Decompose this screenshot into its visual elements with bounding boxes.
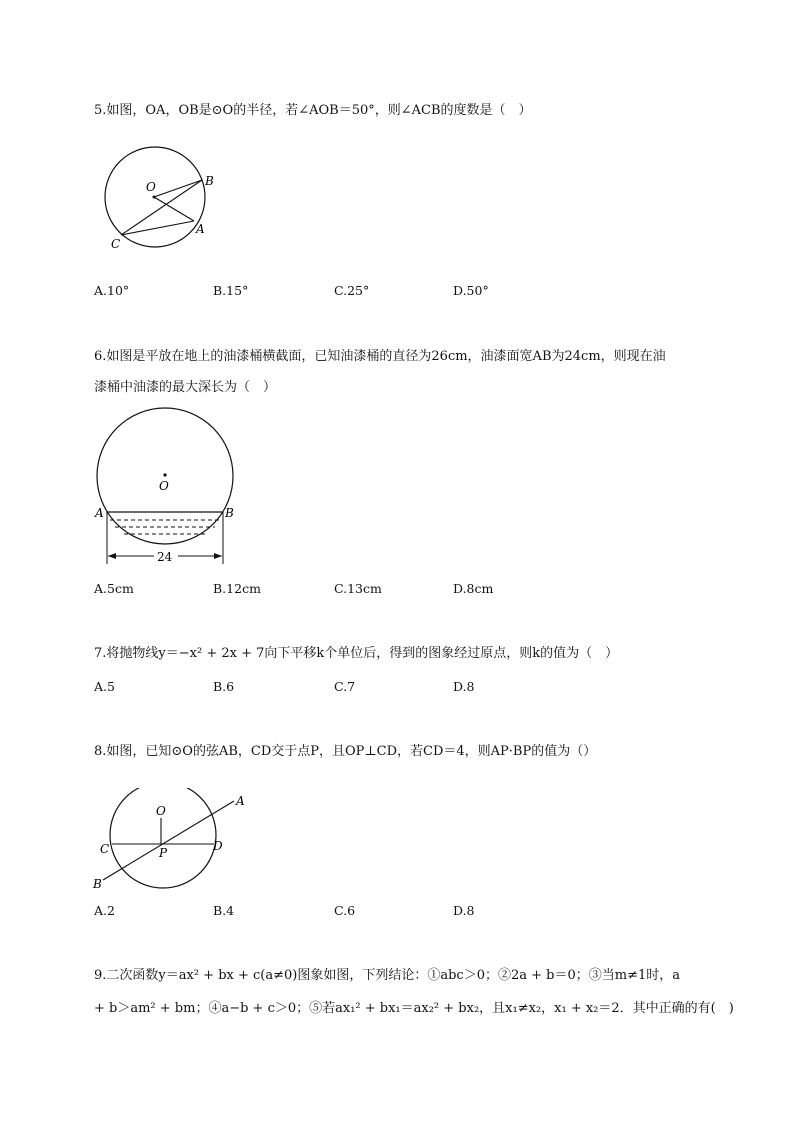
q8-option-c[interactable]: C.6: [334, 903, 356, 918]
question-5-stem: 5.如图，OA，OB是⊙O的半径，若∠AOB＝50°，则∠ACB的度数是（ ）: [94, 103, 532, 118]
q6-option-d[interactable]: D.8cm: [453, 581, 494, 596]
q7-option-c[interactable]: C.7: [334, 679, 356, 694]
q7-option-a[interactable]: A.5: [94, 679, 115, 694]
q8-label-b: B: [93, 877, 102, 891]
question-6-stem-line2: 漆桶中油漆的最大深长为（ ）: [94, 380, 277, 395]
q5-option-a[interactable]: A.10°: [94, 283, 130, 298]
q8-label-c: C: [100, 842, 110, 856]
q6-option-a[interactable]: A.5cm: [94, 581, 134, 596]
question-6-stem-line1: 6.如图是平放在地上的油漆桶横截面，已知油漆桶的直径为26cm，油漆面宽AB为24cm，则现在油: [94, 349, 666, 364]
q6-label-b: B: [225, 506, 234, 520]
q5-label-c: C: [111, 237, 121, 251]
q8-label-o: O: [156, 804, 166, 818]
q8-option-b[interactable]: B.4: [213, 903, 235, 918]
q5-label-a: A: [196, 222, 205, 236]
q5-option-b[interactable]: B.15°: [213, 283, 249, 298]
q5-option-c[interactable]: C.25°: [334, 283, 370, 298]
q5-option-d[interactable]: D.50°: [453, 283, 489, 298]
question-9-stem-line1: 9.二次函数y＝ax² + bx + c(a≠0)图象如图，下列结论：①abc＞0；②2a + b＝0；③当m≠1时，a: [94, 968, 680, 983]
q5-circle-figure: [95, 140, 225, 260]
q6-label-width: 24: [157, 550, 173, 564]
q7-option-b[interactable]: B.6: [213, 679, 235, 694]
q5-label-o: O: [146, 180, 156, 194]
q8-chord-figure: [88, 788, 258, 893]
q8-option-a[interactable]: A.2: [94, 903, 115, 918]
q6-label-o: O: [159, 479, 169, 493]
q6-option-c[interactable]: C.13cm: [334, 581, 382, 596]
question-8-stem: 8.如图，已知⊙O的弦AB，CD交于点P，且OP⊥CD，若CD＝4，则AP·BP的值为（）: [94, 744, 597, 759]
q8-label-p: P: [159, 846, 168, 860]
q5-label-b: B: [205, 174, 214, 188]
q6-paint-bucket-figure: [88, 404, 248, 574]
q8-label-d: D: [213, 839, 223, 853]
q7-option-d[interactable]: D.8: [453, 679, 475, 694]
question-9-stem-line2: + b＞am² + bm；④a−b + c＞0；⑤若ax₁² + bx₁＝ax₂² + bx₂，且x₁≠x₂，x₁ + x₂＝2．其中正确的有( ): [94, 1001, 734, 1016]
q8-label-a: A: [236, 794, 245, 808]
question-7-stem: 7.将抛物线y＝−x² + 2x + 7向下平移k个单位后，得到的图象经过原点，则k的值为（ ）: [94, 646, 619, 661]
q8-option-d[interactable]: D.8: [453, 903, 475, 918]
q6-option-b[interactable]: B.12cm: [213, 581, 261, 596]
q6-label-a: A: [95, 506, 104, 520]
